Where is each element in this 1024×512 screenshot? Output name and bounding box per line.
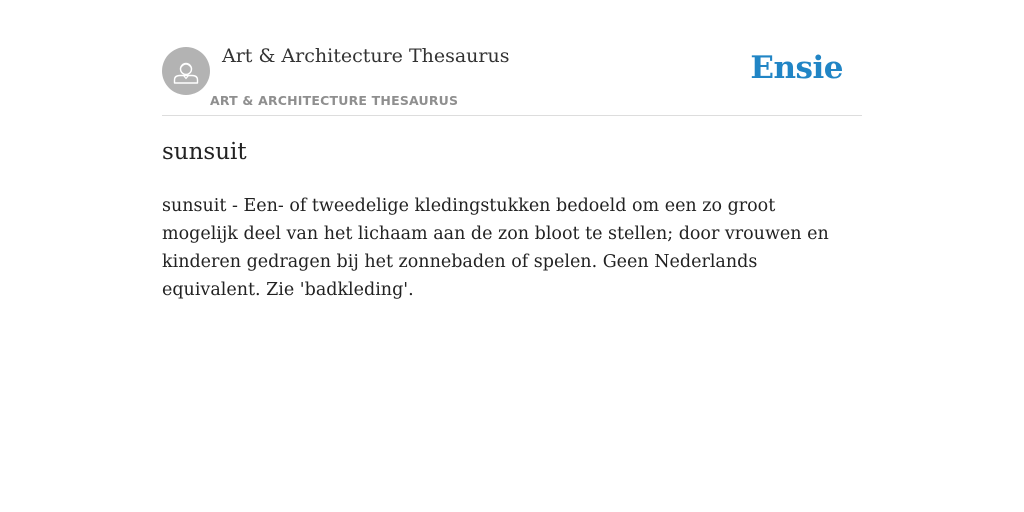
entry-card bbox=[162, 0, 862, 300]
ensie-logo[interactable]: Ensie bbox=[750, 50, 843, 86]
author-avatar[interactable] bbox=[162, 47, 210, 95]
entry-term: sunsuit bbox=[162, 139, 247, 165]
entry-header bbox=[162, 0, 862, 116]
entry-definition: sunsuit - Een- of tweedelige kledingstukken bedoeld om een zo groot mogelijk deel van het lichaam aan de zon bloot te stellen; door vrouwen en kinderen gedragen bij het zonnebaden of spelen. Geen Nederlands equivalent. Zie 'badkleding'. bbox=[162, 196, 829, 300]
author-name[interactable]: Art & Architecture Thesaurus bbox=[222, 45, 510, 67]
user-silhouette-icon bbox=[162, 47, 210, 95]
source-label[interactable]: ART & ARCHITECTURE THESAURUS bbox=[210, 93, 459, 108]
